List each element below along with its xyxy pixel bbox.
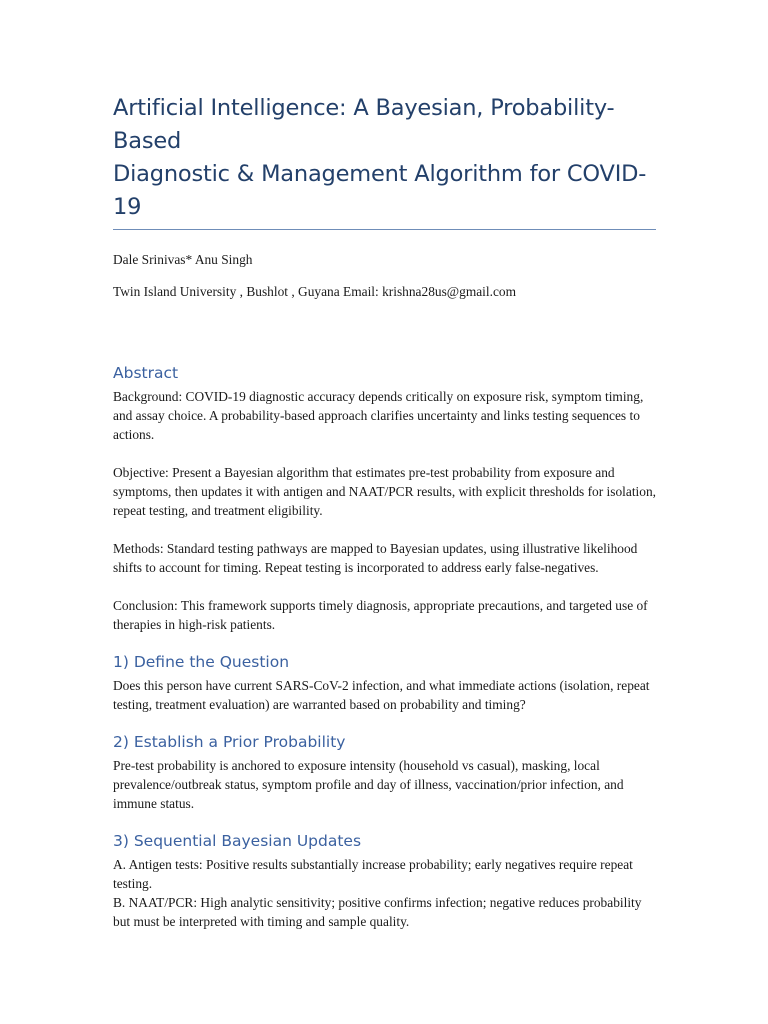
author-list: Dale Srinivas* Anu Singh (113, 252, 253, 267)
title-underline (113, 229, 656, 230)
abstract-heading: Abstract (113, 364, 179, 382)
paper-title-line-1: Artificial Intelligence: A Bayesian, Probability-Based (113, 95, 615, 154)
section-3-paragraph-b: B. NAAT/PCR: High analytic sensitivity; positive confirms infection; negative reduces probability but must be interpreted with timing and sample quality. (113, 895, 642, 929)
section-1-paragraph: Does this person have current SARS-CoV-2 infection, and what immediate actions (isolation, repeat testing, treatment evaluation) are warranted based on probability and timing? (113, 678, 650, 712)
paper-title (113, 92, 658, 224)
abstract-methods: Methods: Standard testing pathways are mapped to Bayesian updates, using illustrative likelihood shifts to account for timing. Repeat testing is incorporated to address early false-negatives. (113, 541, 638, 575)
section-2-heading: 2) Establish a Prior Probability (113, 733, 346, 751)
section-3-heading: 3) Sequential Bayesian Updates (113, 832, 362, 850)
affiliation-line: Twin Island University , Bushlot , Guyana Email: krishna28us@gmail.com (113, 284, 517, 299)
document-content (113, 92, 658, 931)
abstract-objective: Objective: Present a Bayesian algorithm that estimates pre-test probability from exposure and symptoms, then updates it with antigen and NAAT/PCR results, with explicit thresholds for isolation, repeat testing, and treatment eligibility. (113, 465, 657, 518)
abstract-background: Background: COVID-19 diagnostic accuracy depends critically on exposure risk, symptom timing, and assay choice. A probability-based approach clarifies uncertainty and links testing sequences to actions. (113, 389, 644, 442)
section-2-paragraph: Pre-test probability is anchored to exposure intensity (household vs casual), masking, local prevalence/outbreak status, symptom profile and day of illness, vaccination/prior infection, and immune status. (113, 758, 624, 811)
abstract-conclusion: Conclusion: This framework supports timely diagnosis, appropriate precautions, and targeted use of therapies in high-risk patients. (113, 598, 648, 632)
paper-title-line-2: Diagnostic & Management Algorithm for COVID-19 (113, 161, 647, 220)
section-1-heading: 1) Define the Question (113, 653, 290, 671)
section-3-paragraph-a: A. Antigen tests: Positive results substantially increase probability; early negatives require repeat testing. (113, 857, 633, 891)
